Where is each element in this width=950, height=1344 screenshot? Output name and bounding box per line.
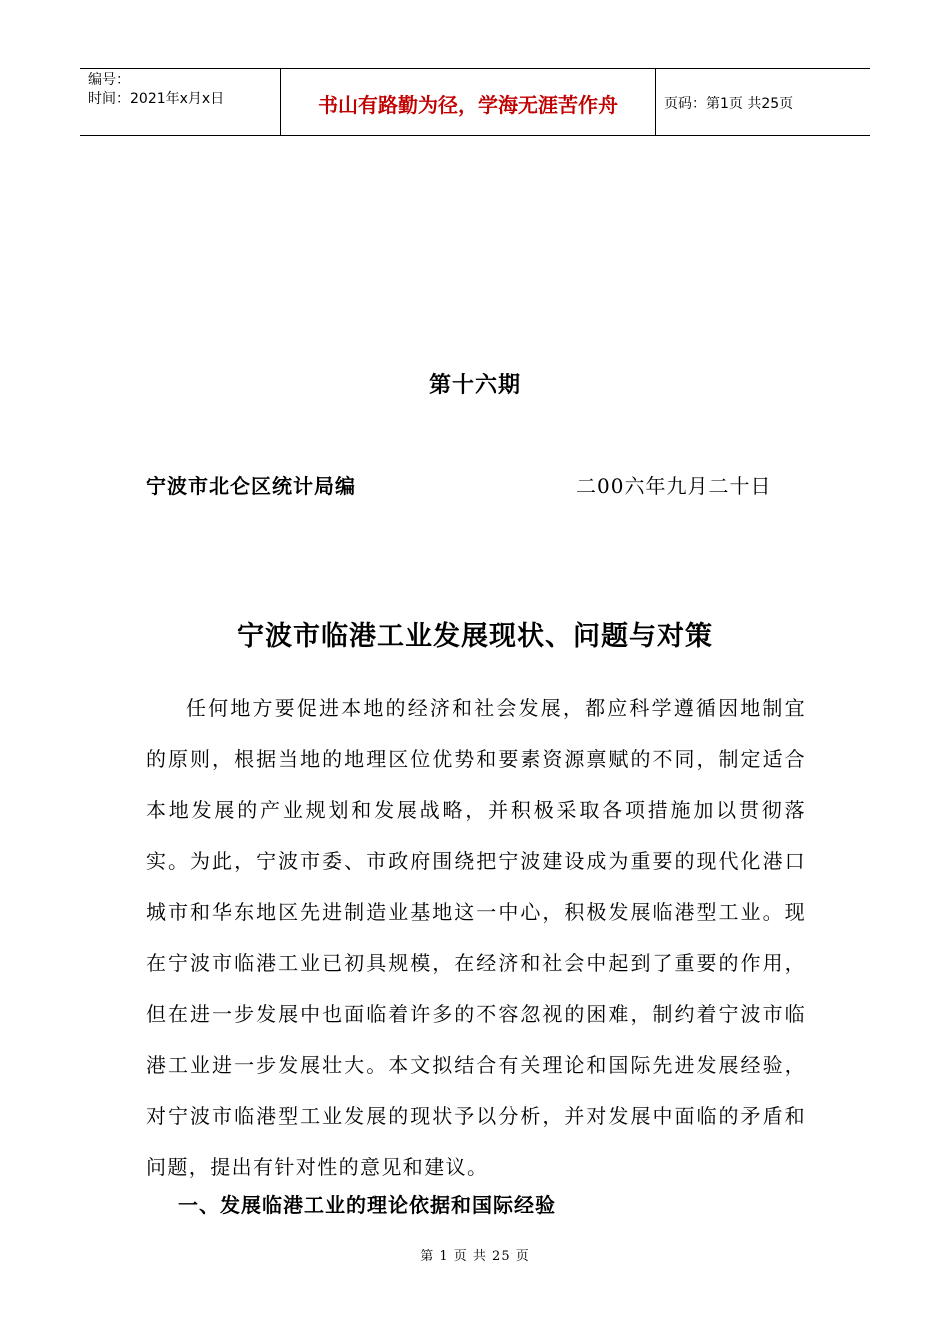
header-left-cell <box>80 69 281 135</box>
number-label: 编号： <box>88 72 130 88</box>
time-label: 时间：2021年x月x日 <box>88 91 225 107</box>
editor-line: 宁波市北仑区统计局编 <box>146 474 356 498</box>
body-text <box>146 683 806 1193</box>
section-heading: 一、发展临港工业的理论依据和国际经验 <box>178 1193 556 1217</box>
publish-date: 二00六年九月二十日 <box>576 474 772 498</box>
page-footer: 第 1 页 共 25 页 <box>420 1249 530 1264</box>
header-motto: 书山有路勤为径，学海无涯苦作舟 <box>281 69 656 135</box>
issue-number: 第十六期 <box>428 372 521 398</box>
document-title: 宁波市临港工业发展现状、问题与对策 <box>237 621 713 652</box>
intro-paragraph: 任何地方要促进本地的经济和社会发展，都应科学遵循因地制宜的原则，根据当地的地理区位优势和要素资源禀赋的不同，制定适合本地发展的产业规划和发展战略，并积极采取各项措施加以贯彻落实。为此，宁波市委、市政府围绕把宁波建设成为重要的现代化港口城市和华东地区先进制造业基地这一中心，积极发展临港型工业。现在宁波市临港工业已初具规模，在经济和社会中起到了重要的作用，但在进一步发展中也面临着许多的不容忽视的困难，制约着宁波市临港工业进一步发展壮大。本文拟结合有关理论和国际先进发展经验，对宁波市临港型工业发展的现状予以分析，并对发展中面临的矛盾和问题，提出有针对性的意见和建议。 <box>146 696 806 1179</box>
header-page-info: 页码：第1页 共25页 <box>664 96 794 112</box>
header-table <box>80 68 870 136</box>
